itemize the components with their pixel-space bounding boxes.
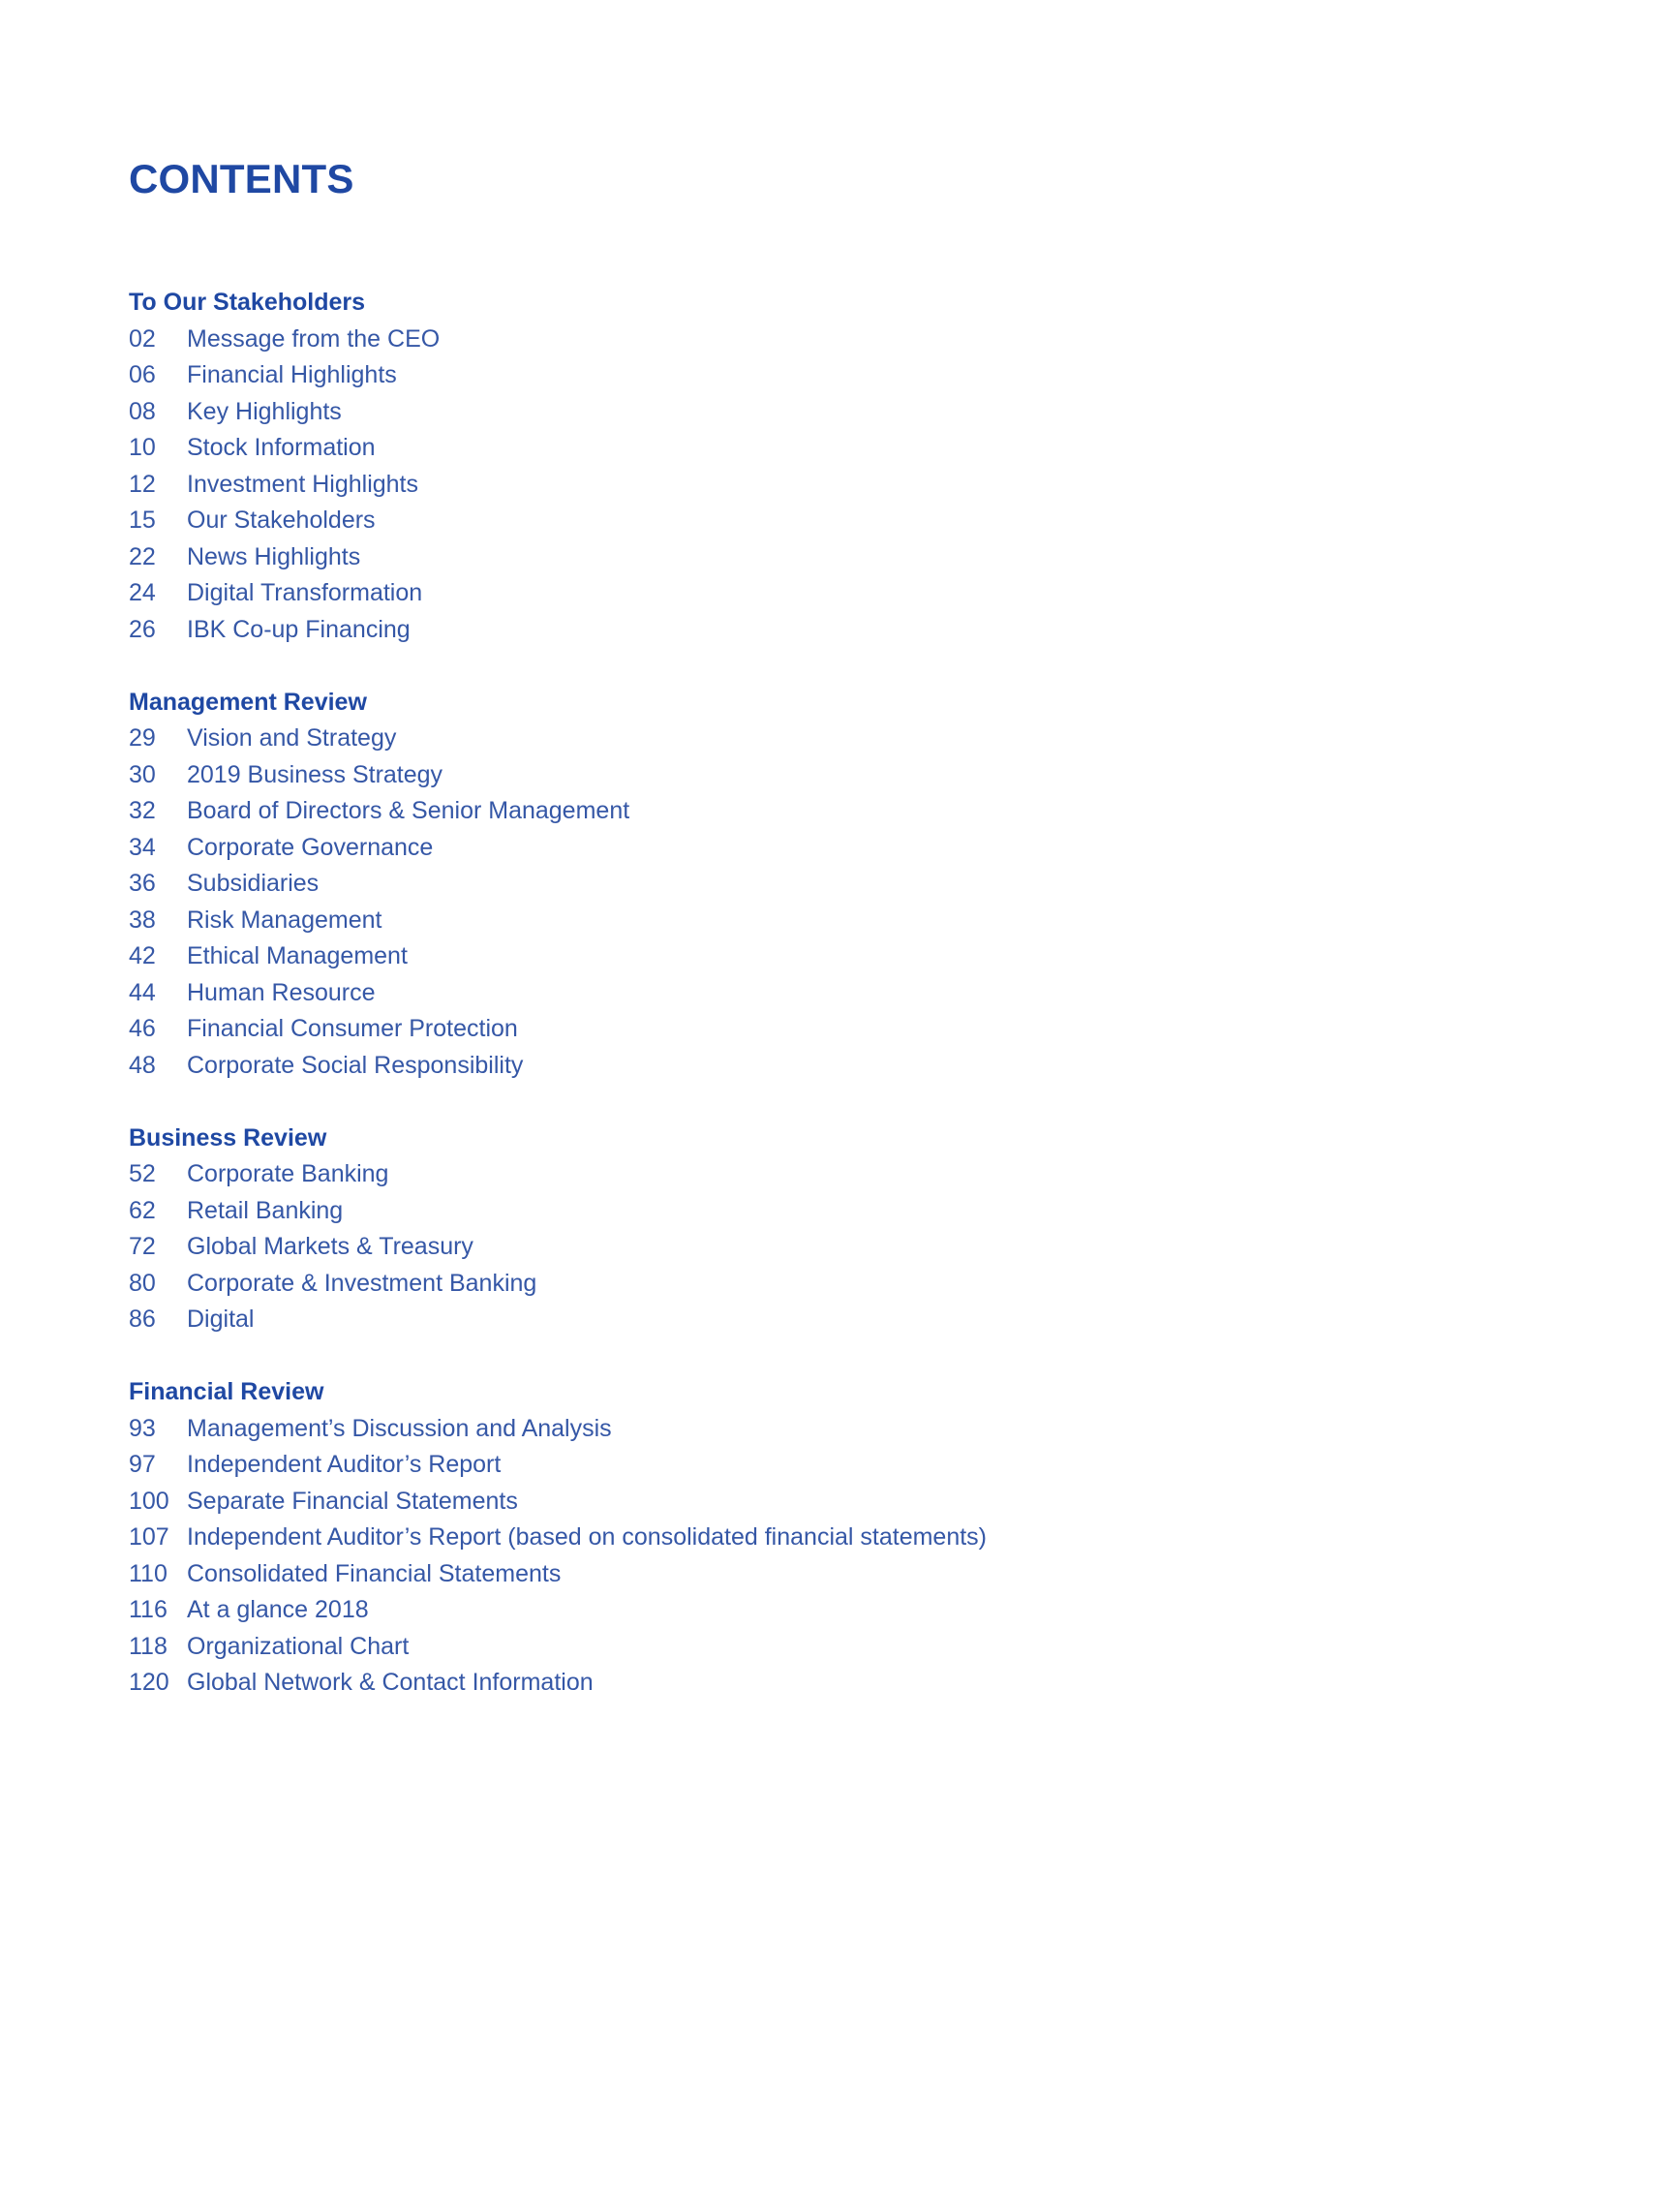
toc-entry-page-number: 52 (129, 1160, 156, 1187)
section-heading: Management Review (129, 688, 367, 716)
toc-entry-page-number: 80 (129, 1269, 156, 1297)
toc-entry[interactable] (129, 394, 1581, 431)
table-of-contents (129, 285, 1581, 1702)
toc-entry-title: Digital Transformation (187, 579, 423, 606)
section-heading: Financial Review (129, 1378, 324, 1405)
toc-entry-page-number: 97 (129, 1451, 156, 1478)
toc-entry[interactable] (129, 612, 1581, 649)
toc-entry-page-number: 38 (129, 906, 156, 934)
toc-entry[interactable] (129, 866, 1581, 903)
page-title: CONTENTS (129, 156, 354, 201)
toc-entry[interactable] (129, 721, 1581, 757)
toc-entry-page-number: 02 (129, 324, 156, 353)
section-heading: To Our Stakeholders (129, 289, 366, 316)
toc-entry[interactable] (129, 1411, 1581, 1448)
toc-entry-title: Stock Information (187, 434, 376, 461)
toc-entry-page-number: 44 (129, 978, 156, 1006)
toc-entry-page-number: 15 (129, 507, 156, 534)
toc-entry-title: Consolidated Financial Statements (187, 1559, 562, 1587)
toc-entry-page-number: 93 (129, 1414, 156, 1442)
toc-entry[interactable] (129, 1592, 1581, 1629)
toc-entry-title: News Highlights (187, 542, 361, 570)
toc-entry-page-number: 12 (129, 470, 156, 498)
toc-section (129, 685, 1581, 1085)
toc-entry-title: Global Network & Contact Information (187, 1669, 594, 1696)
toc-entry-page-number: 118 (129, 1632, 168, 1660)
toc-entry-page-number: 62 (129, 1196, 156, 1224)
toc-entry-page-number: 36 (129, 870, 156, 897)
toc-entry-page-number: 107 (129, 1523, 169, 1551)
toc-entry-title: Digital (187, 1306, 255, 1333)
toc-entry-title: Risk Management (187, 906, 382, 934)
toc-entry-page-number: 100 (129, 1487, 169, 1515)
toc-entry[interactable] (129, 503, 1581, 539)
toc-entry-page-number: 42 (129, 942, 156, 969)
toc-entry[interactable] (129, 1011, 1581, 1048)
toc-entry-page-number: 110 (129, 1559, 168, 1587)
toc-entry-page-number: 30 (129, 760, 156, 788)
toc-entry[interactable] (129, 1302, 1581, 1338)
toc-entry-page-number: 26 (129, 615, 156, 643)
toc-section (129, 285, 1581, 648)
toc-entry[interactable] (129, 793, 1581, 830)
toc-entry-page-number: 120 (129, 1669, 169, 1696)
toc-entry-title: Vision and Strategy (187, 724, 397, 752)
toc-entry-page-number: 86 (129, 1306, 156, 1333)
toc-entry-title: At a glance 2018 (187, 1596, 369, 1623)
toc-entry-title: Independent Auditor’s Report (187, 1451, 502, 1478)
toc-entry[interactable] (129, 757, 1581, 794)
toc-entry-page-number: 48 (129, 1051, 156, 1079)
toc-entry[interactable] (129, 539, 1581, 576)
toc-entry-page-number: 116 (129, 1596, 168, 1623)
toc-section (129, 1121, 1581, 1338)
toc-entry[interactable] (129, 1447, 1581, 1484)
toc-entry-title: Organizational Chart (187, 1632, 410, 1660)
toc-entry-page-number: 24 (129, 579, 156, 606)
toc-entry-title: Financial Consumer Protection (187, 1015, 518, 1042)
toc-entry[interactable] (129, 1229, 1581, 1266)
toc-section (129, 1374, 1581, 1702)
toc-entry[interactable] (129, 575, 1581, 612)
toc-entry-title: Key Highlights (187, 397, 342, 425)
toc-entry[interactable] (129, 1629, 1581, 1666)
toc-entry-title: Investment Highlights (187, 470, 419, 498)
toc-entry-page-number: 34 (129, 833, 156, 861)
toc-entry-page-number: 29 (129, 724, 156, 752)
toc-entry[interactable] (129, 938, 1581, 975)
toc-entry[interactable] (129, 1556, 1581, 1593)
toc-entry[interactable] (129, 1266, 1581, 1303)
toc-entry[interactable] (129, 357, 1581, 394)
toc-entry[interactable] (129, 430, 1581, 467)
toc-entry-page-number: 32 (129, 797, 156, 824)
toc-entry-title: Corporate & Investment Banking (187, 1269, 537, 1297)
toc-entry[interactable] (129, 1665, 1581, 1702)
contents-page (129, 155, 1581, 1702)
toc-entry-title: 2019 Business Strategy (187, 760, 443, 788)
toc-entry-title: Financial Highlights (187, 361, 397, 388)
toc-entry[interactable] (129, 1484, 1581, 1521)
toc-entry-title: Message from the CEO (187, 324, 441, 353)
toc-entry-title: Retail Banking (187, 1196, 344, 1224)
toc-entry-title: Corporate Banking (187, 1160, 389, 1187)
toc-entry[interactable] (129, 322, 1581, 358)
toc-entry-page-number: 72 (129, 1233, 156, 1260)
toc-entry[interactable] (129, 975, 1581, 1012)
toc-entry-title: Human Resource (187, 978, 376, 1006)
toc-entry-title: IBK Co-up Financing (187, 615, 411, 643)
toc-entry-title: Corporate Governance (187, 833, 434, 861)
toc-entry[interactable] (129, 1048, 1581, 1085)
toc-entry[interactable] (129, 830, 1581, 867)
toc-entry-title: Independent Auditor’s Report (based on consolidated financial statements) (187, 1523, 988, 1551)
toc-entry-title: Management’s Discussion and Analysis (187, 1414, 612, 1442)
toc-entry-page-number: 08 (129, 397, 156, 425)
toc-entry[interactable] (129, 903, 1581, 939)
toc-entry-title: Corporate Social Responsibility (187, 1051, 524, 1079)
toc-entry[interactable] (129, 1156, 1581, 1193)
toc-entry-title: Board of Directors & Senior Management (187, 797, 630, 824)
toc-entry-title: Ethical Management (187, 942, 408, 969)
toc-entry-page-number: 22 (129, 542, 156, 570)
toc-entry-title: Separate Financial Statements (187, 1487, 518, 1515)
toc-entry-page-number: 06 (129, 361, 156, 388)
toc-entry[interactable] (129, 1193, 1581, 1230)
toc-entry-page-number: 46 (129, 1015, 156, 1042)
toc-entry[interactable] (129, 1520, 1581, 1556)
section-heading: Business Review (129, 1123, 327, 1152)
toc-entry[interactable] (129, 467, 1581, 504)
toc-entry-page-number: 10 (129, 434, 156, 461)
toc-entry-title: Our Stakeholders (187, 507, 376, 534)
toc-entry-title: Subsidiaries (187, 870, 320, 897)
toc-entry-title: Global Markets & Treasury (187, 1233, 473, 1260)
